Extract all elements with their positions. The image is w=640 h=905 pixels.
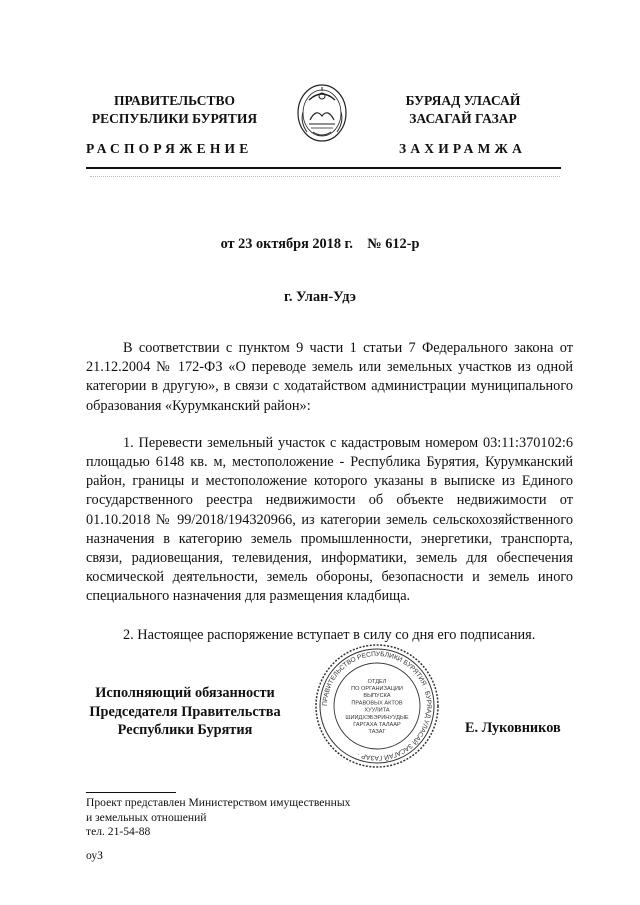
document-date-number: от 23 октября 2018 г. № 612-р — [220, 236, 420, 252]
header-divider — [86, 167, 561, 169]
footnote-line3: тел. 21-54-88 — [86, 825, 151, 838]
stamp-center-line: ТАЗАГ — [368, 729, 386, 736]
signature-title — [80, 684, 290, 740]
signature-title-line2: Председателя Правительства — [89, 703, 281, 720]
header-dotted-line — [90, 176, 560, 181]
stamp-center-line: ГАРГАХА ТАЛААР — [353, 722, 401, 728]
header-right-line1: БУРЯАД УЛАСАЙ — [405, 93, 521, 108]
signature-title-line1: Исполняющий обязанности — [95, 685, 275, 701]
footnote-line2: и земельных отношений — [86, 810, 207, 824]
doc-type-left: РАСПОРЯЖЕНИЕ — [86, 141, 253, 156]
stamp-center-line: ПРАВОВЫХ АКТОВ — [351, 700, 403, 707]
stamp-center-line: ВЫПУСКА — [363, 693, 391, 700]
item-2-paragraph: 2. Настоящее распоряжение вступает в силу со дня его подписания. — [123, 626, 536, 643]
stamp-ring-text: ПРАВИТЕЛЬСТВО РЕСПУБЛИКИ БУРЯТИЯ · БУРЯАД УЛАСАЙ ЗАСАГАЙ ГАЗАР · — [321, 650, 433, 762]
stamp-center-line: ХУУЛИТА — [364, 707, 390, 714]
header-left-line1: ПРАВИТЕЛЬСТВО — [113, 93, 235, 108]
document-body — [86, 339, 573, 645]
header-left-line2: РЕСПУБЛИКИ БУРЯТИЯ — [91, 111, 258, 126]
document-city: г. Улан-Удэ — [284, 289, 356, 305]
stamp-center-line: ОТДЕЛ — [367, 678, 387, 685]
footnote-divider — [86, 792, 176, 793]
signature-title-line3: Республики Бурятия — [117, 722, 253, 738]
stamp-center-line: ШИИДХЭБЭРИНУУДЫЕ — [345, 714, 409, 721]
preamble-paragraph: В соответствии с пунктом 9 части 1 статьи 7 Федерального закона от 21.12.2004 № 172-ФЗ «О переводе земель или земельных участков из одной категории в другую», в связи с ходатайством администрации муниципального образования «Курумканский район»: — [86, 340, 573, 414]
doc-type-right: ЗАХИРАМЖА — [399, 141, 527, 156]
official-stamp — [314, 643, 440, 769]
header-right-title — [388, 92, 538, 128]
footnote — [86, 796, 350, 840]
coat-of-arms-emblem — [295, 82, 349, 144]
stamp-center-line: ПО ОРГАНИЗАЦИИ — [351, 686, 403, 692]
header-right-line2: ЗАСАГАЙ ГАЗАР — [409, 111, 517, 126]
footnote-line1: Проект представлен Министерством имущественных — [86, 796, 351, 809]
header-left-title — [82, 92, 267, 128]
document-code: оуЗ — [86, 849, 103, 862]
signatory-name: Е. Луковников — [465, 720, 561, 736]
item-1-paragraph: 1. Перевести земельный участок с кадастровым номером 03:11:370102:6 площадью 6148 кв. м, местоположение - Республика Бурятия, Курумканский район, границы и местоположение которого указаны в выписке из Единого государственного реестра недвижимости об объекте недвижимости от 01.10.2018 № 99/2018/194320966, из категории земель сельскохозяйственного назначения в категорию земель промышленности, энергетики, транспорта, связи, радиовещания, телевидения, информатики, земель для обеспечения космической деятельности, земель обороны, безопасности и земель иного специального назначения для размещения кладбища. — [86, 434, 573, 605]
